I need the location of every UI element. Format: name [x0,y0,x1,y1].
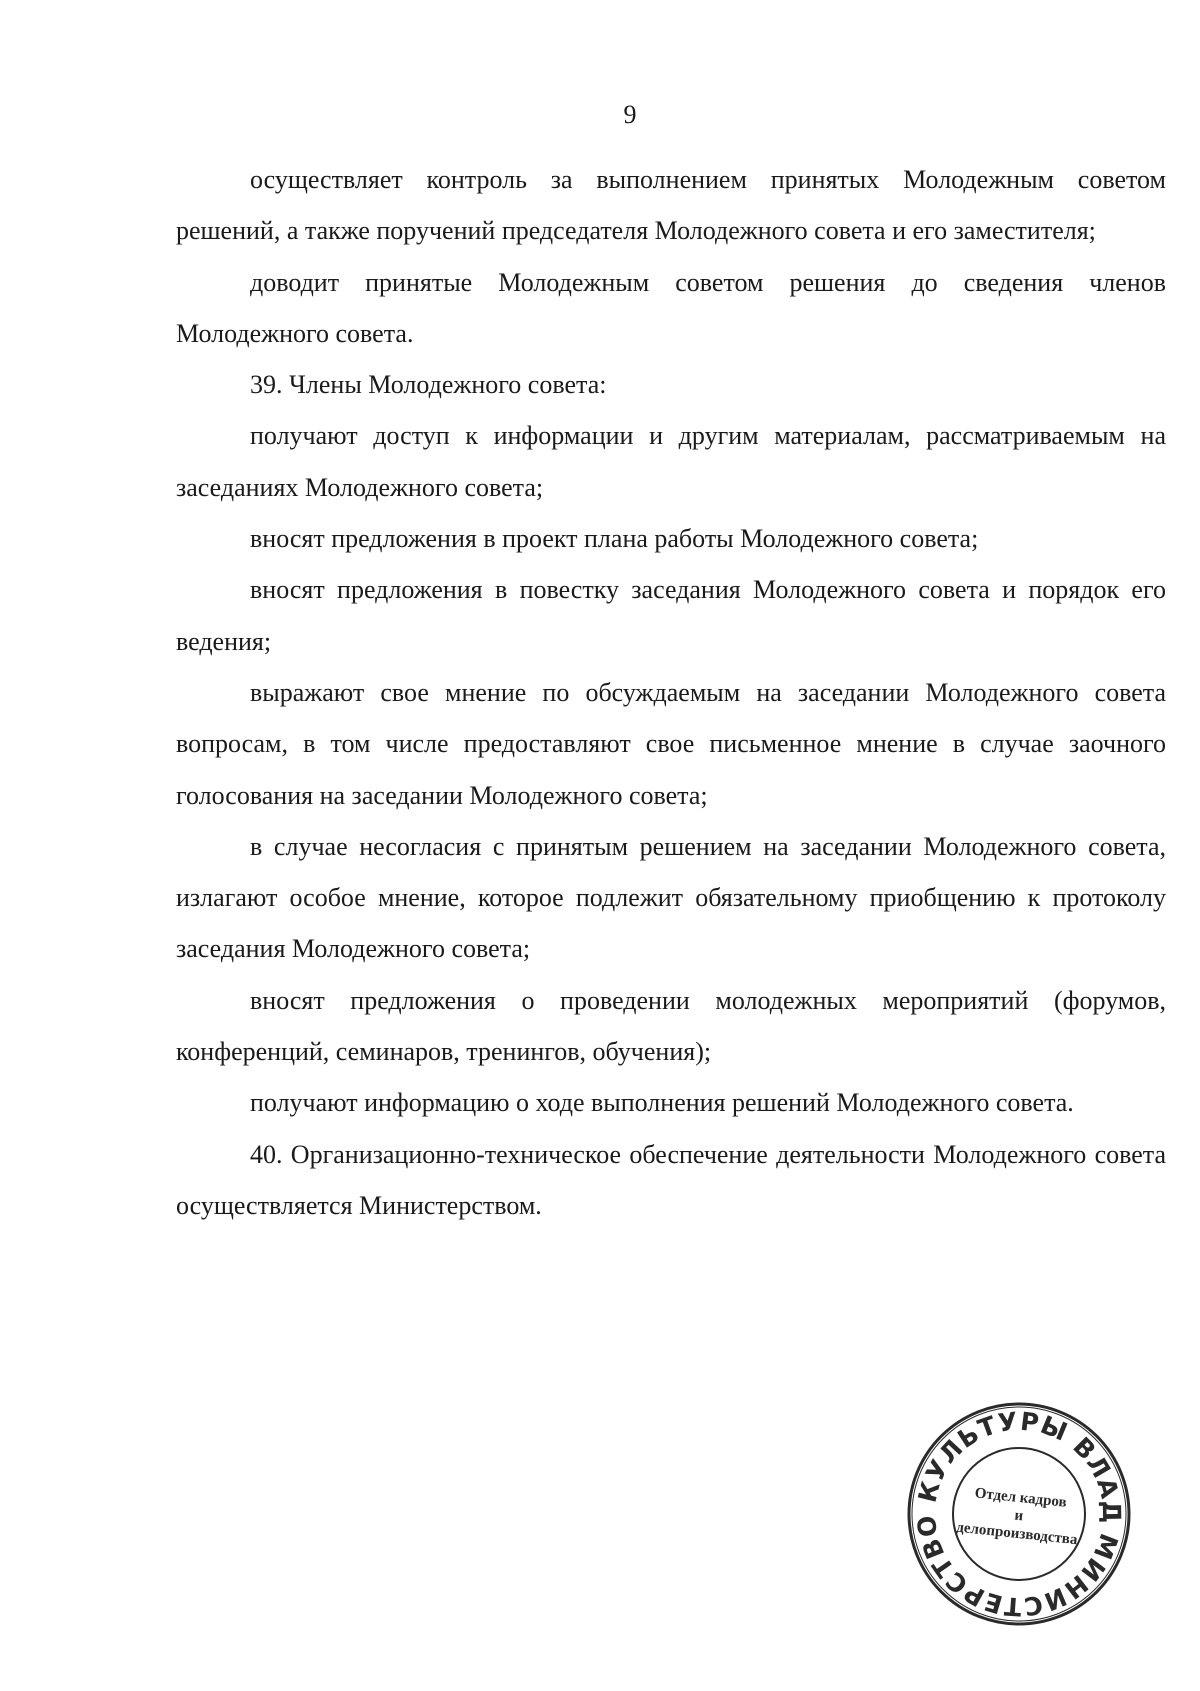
paragraph: вносят предложения о проведении молодежных мероприятий (форумов, конференций, семинаров, тренингов, обучения); [176,985,1166,1067]
paragraph: доводит принятые Молодежным советом решения до сведения членов Молодежного совета. [176,267,1166,348]
official-stamp [905,1400,1133,1628]
stamp-center-line-2: и [1013,1507,1024,1525]
paragraph: в случае несогласия с принятым решением на заседании Молодежного совета, излагают особое мнение, которое подлежит обязательному приобщению к протоколу заседания Молодежного совета; [176,831,1166,964]
paragraph: получают информацию о ходе выполнения решений Молодежного совета. [250,1088,1074,1118]
stamp-seal-icon [905,1400,1133,1628]
paragraph: 39. Члены Молодежного совета: [250,370,607,400]
stamp-center-line-1: Отдел кадров [973,1485,1068,1511]
stamp-center-line-3: делопроизводства [955,1519,1079,1549]
document-body [176,154,1166,1231]
paragraph: получают доступ к информации и другим материалам, рассматриваемым на заседаниях Молодежного совета; [176,421,1166,502]
page-number: 9 [623,100,637,129]
stamp-ring-text-path: МИНИСТЕРСТВО КУЛЬТУРЫ ВЛАДИМИРСКОЙ [911,1406,1127,1622]
paragraph: осуществляет контроль за выполнением принятых Молодежным советом решений, а также поручений председателя Молодежного совета и его заместителя; [176,165,1166,246]
paragraph: вносят предложения в проект плана работы Молодежного совета; [250,524,979,554]
paragraph: вносят предложения в повестку заседания Молодежного совета и порядок его ведения; [176,575,1166,656]
paragraph: 40. Организационно-техническое обеспечение деятельности Молодежного совета осуществляется Министерством. [176,1139,1166,1220]
paragraph: выражают свое мнение по обсуждаемым на заседании Молодежного совета вопросам, в том числе предоставляют свое письменное мнение в случае заочного голосования на заседании Молодежного совета; [176,677,1166,810]
